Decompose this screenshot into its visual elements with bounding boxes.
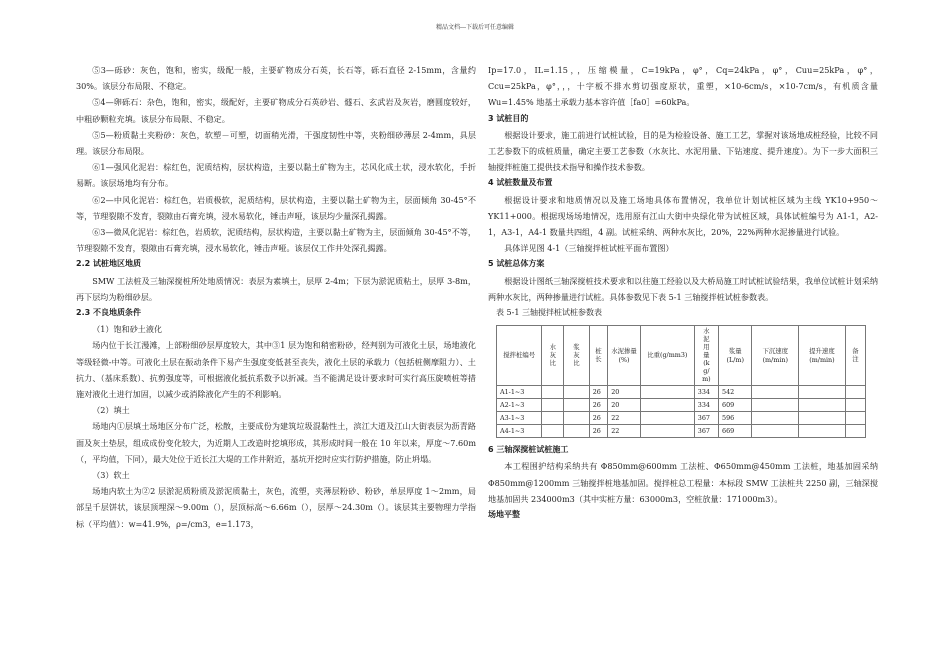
paragraph-test-layout: 根据设计要求和地质情况以及施工场地具体布置情况，我单位计划试桩区域为主线 YK10+950～YK11+000。根据现场场地情况，选用原有江山大街中央绿化带为试桩区域，具体试桩编号为 A1-1，A2-1，A3-1，A4-1 数量共四组，4 副。试桩采纳、两种水灰比，20%，22%两种水泥掺量进行试验。 — [488, 194, 878, 238]
table-header-cell: 比重(g/mm3) — [640, 326, 694, 386]
paragraph-overall-scheme: 根据设计图纸三轴深搅桩技术要求和以往施工经验以及大桥局施工时试桩试验结果，我单位试桩计划采纳两种水灰比，两种掺量进行试桩。具体参数见下表 5-1 三轴搅拌桩试桩参数表。 — [488, 275, 878, 302]
pile-parameter-table — [496, 325, 866, 438]
table-cell — [640, 399, 694, 412]
table-cell — [799, 386, 846, 399]
table-cell — [564, 412, 589, 425]
table-cell — [845, 412, 865, 425]
table-cell — [799, 425, 846, 438]
paragraph-figure-reference: 具体详见图 4-1（三轴搅拌桩试桩平面布置图） — [504, 243, 674, 254]
heading-2-3: 2.3 不良地质条件 — [76, 308, 141, 318]
table-caption: 表 5-1 三轴搅拌桩试桩参数表 — [496, 308, 602, 318]
table-header-cell: 提升速度(m/min) — [799, 326, 846, 386]
paragraph-gravel-sand: ⑤3—砾砂：灰色，饱和，密实，级配一般，主要矿物成分石英，长石等，砾石直径 2-15mm，含量约 30%。该层分布局限、不稳定。 — [76, 65, 476, 92]
table-cell: 22 — [608, 425, 641, 438]
paragraph-liquefaction: 场内位于长江漫滩，上部粉细砂层厚度较大，其中③1 层为饱和稍密粉砂，经判别为可液化土层，场地液化等级轻微-中等。可液化土层在振动条件下易产生强度变低甚至丧失，液化土层的承载力（包括桩侧摩阻力）、土抗力、（基床系数）、抗剪强度等，可根据液化抵抗系数予以折减。当不能满足设计要求时可实行高压旋喷桩等措施对液化土进行加固，以减少或消除液化产生的不利影响。 — [76, 340, 476, 400]
table-cell: 334 — [694, 399, 718, 412]
table-cell: 334 — [694, 386, 718, 399]
table-header-cell: 搅拌桩编号 — [497, 326, 542, 386]
table-cell: 26 — [589, 425, 608, 438]
table-row — [497, 399, 866, 412]
table-row — [497, 386, 866, 399]
table-header-row — [497, 326, 866, 386]
table-cell — [564, 425, 589, 438]
heading-site-leveling: 场地平整 — [488, 510, 520, 520]
paragraph-moderately-weathered-mudstone: ⑥2—中风化泥岩：棕红色，岩质极软，泥质结构，层状构造，主要以黏土矿物为主，层面倾角 30-45°不等，节理裂隙不发育，裂隙由石膏充填，浸水易软化，锤击声哑，该层均少量深孔揭露。 — [76, 194, 476, 221]
paragraph-strongly-weathered-mudstone: ⑥1—强风化泥岩：棕红色，泥质结构，层状构造，主要以黏土矿物为主，芯风化成土状，浸水软化，手折易断。该层场地均有分布。 — [76, 162, 476, 189]
table-cell: 367 — [694, 425, 718, 438]
table-cell: A4-1~3 — [497, 425, 542, 438]
table-cell — [845, 425, 865, 438]
subheading-fill: （2）填土 — [92, 405, 130, 416]
heading-3: 3 试桩目的 — [488, 113, 529, 123]
paragraph-construction: 本工程围护结构采纳共有 Φ850mm@600mm 工法桩、Φ650mm@450mm 工法桩，地基加固采纳 Φ850mm@1200mm 三轴搅拌桩地基加固。搅拌桩总工程量：本标段 SMW 工法桩共 2250 副，三轴深搅地基加固共 234000m3（其中实桩方量：63000m3，空桩放量：171000m3）。 — [488, 461, 878, 504]
table-header-cell: 水泥用量(kg/m) — [694, 326, 718, 386]
table-header-cell: 备注 — [845, 326, 865, 386]
table-cell: 20 — [608, 399, 641, 412]
table-row — [497, 425, 866, 438]
table-cell — [564, 399, 589, 412]
heading-2-2: 2.2 试桩地区地质 — [76, 259, 141, 269]
paragraph-test-pile-geology: SMW 工法桩及三轴深搅桩所处地质情况：表层为素填土，层厚 2-4m；下层为淤泥质粘土，层厚 3-8m，再下层均为粉细砂层。 — [76, 275, 476, 302]
table-cell: 22 — [608, 412, 641, 425]
table-cell — [640, 386, 694, 399]
paragraph-pebble: ⑤4—卵砾石：杂色，饱和，密实，级配好，主要矿物成分石英砂岩、燧石、玄武岩及灰岩，磨圆度较好，中粗砂颗粒充填。该层分布局限、不稳定。 — [76, 97, 476, 124]
paragraph-test-purpose: 根据设计要求，施工前进行试桩试验，目的是为检验设备、施工工艺，掌握对该场地成桩经验，比较不同工艺参数下的成桩质量，确定主要工艺参数（水灰比、水泥用量、下钻速度、提升速度）。为下一步大面积三轴搅拌桩施工提供技术指导和操作技术参数。 — [488, 129, 878, 173]
table-cell: A3-1~3 — [497, 412, 542, 425]
heading-4: 4 试桩数量及布置 — [488, 178, 553, 188]
table-cell: 26 — [589, 386, 608, 399]
table-cell — [752, 386, 799, 399]
page-header: 精品文档---下载后可任意编辑 — [435, 24, 515, 31]
table-cell — [799, 412, 846, 425]
table-cell — [845, 399, 865, 412]
paragraph-soil-parameters: Ip=17.0，IL=1.15，，压缩模量，C=19kPa，φ°，Cq=24kPa，φ°，Cuu=25kPa，φ°，Ccu=25kPa，φ°，，，十字板不排水剪切强度原状，重塑，×10-6cm/s，×10-7cm/s，有机质含量 Wu=1.45% 地基土承载力基本容许值［fa0］=60kPa。 — [488, 65, 878, 108]
table-header-cell: 水灰比 — [542, 326, 564, 386]
table-cell: 596 — [719, 412, 752, 425]
paragraph-silty-clay: ⑤5—粉质黏土夹粉砂：灰色，软塑－可塑，切面稍光滑，干强度韧性中等，夹粉细砂薄层 2-4mm，具层理。该层分布局限。 — [76, 129, 476, 157]
table-row — [497, 412, 866, 425]
table-cell — [640, 412, 694, 425]
table-cell: 20 — [608, 386, 641, 399]
table-cell — [542, 399, 564, 412]
table-cell: 542 — [719, 386, 752, 399]
paragraph-fill: 场地内①层填土场地区分布广泛，松散，主要成份为建筑垃圾混黏性土，滨江大道及江山大街表层为沥青路面及灰土垫层，组成成份变化较大，为近期人工改造时挖填形成，其形成时间一般在 10 年以来，厚度～7.60m（，平均值，下同），最大处位于近长江大堤的工作井附近，基坑开挖时应实行防护措施，防止坍塌。 — [76, 421, 476, 464]
table-cell — [752, 425, 799, 438]
table-header-cell: 桩长 — [589, 326, 608, 386]
table-cell — [542, 412, 564, 425]
table-header-cell: 浆量(L/m) — [719, 326, 752, 386]
paragraph-slightly-weathered-mudstone: ⑥3—微风化泥岩：棕红色，岩质软，泥质结构，层状构造，主要以黏土矿物为主，层面倾角 30-45°不等，节理裂隙不发育，裂隙由石膏充填，浸水易软化，锤击声哑。该层仅工作井处深孔揭露。 — [76, 227, 476, 254]
table-cell — [564, 386, 589, 399]
table-header-cell: 下沉速度(m/min) — [752, 326, 799, 386]
table-cell: 26 — [589, 412, 608, 425]
subheading-liquefaction: （1）饱和砂土液化 — [92, 324, 163, 335]
subheading-soft-soil: （3）软土 — [92, 470, 130, 481]
table-header-cell: 水泥掺量(%) — [608, 326, 641, 386]
table-cell — [640, 425, 694, 438]
table-cell: 609 — [719, 399, 752, 412]
paragraph-soft-soil: 场地内软土为②2 层淤泥质粉质及淤泥质黏土，灰色，流塑，夹薄层粉砂、粉砂，单层厚度 1～2mm，局部呈千层饼状，该层顶埋深～9.00m（），层顶标高～6.66m（），层厚～24.30m（）。该层其主要物理力学指标（平均值）：w=41.9%，ρ=/cm3，e=1.173， — [76, 486, 476, 529]
table-cell: A2-1~3 — [497, 399, 542, 412]
table-cell: 367 — [694, 412, 718, 425]
table-cell: 669 — [719, 425, 752, 438]
table-cell — [845, 386, 865, 399]
table-cell — [799, 399, 846, 412]
right-column — [488, 62, 878, 523]
table-cell — [542, 425, 564, 438]
heading-5: 5 试桩总体方案 — [488, 259, 545, 269]
table-cell — [542, 386, 564, 399]
table-cell — [752, 412, 799, 425]
table-cell: 26 — [589, 399, 608, 412]
table-cell — [752, 399, 799, 412]
table-header-cell: 浆灰比 — [564, 326, 589, 386]
heading-6: 6 三轴深搅桩试桩施工 — [488, 445, 569, 455]
table-cell: A1-1~3 — [497, 386, 542, 399]
left-column — [76, 62, 476, 532]
